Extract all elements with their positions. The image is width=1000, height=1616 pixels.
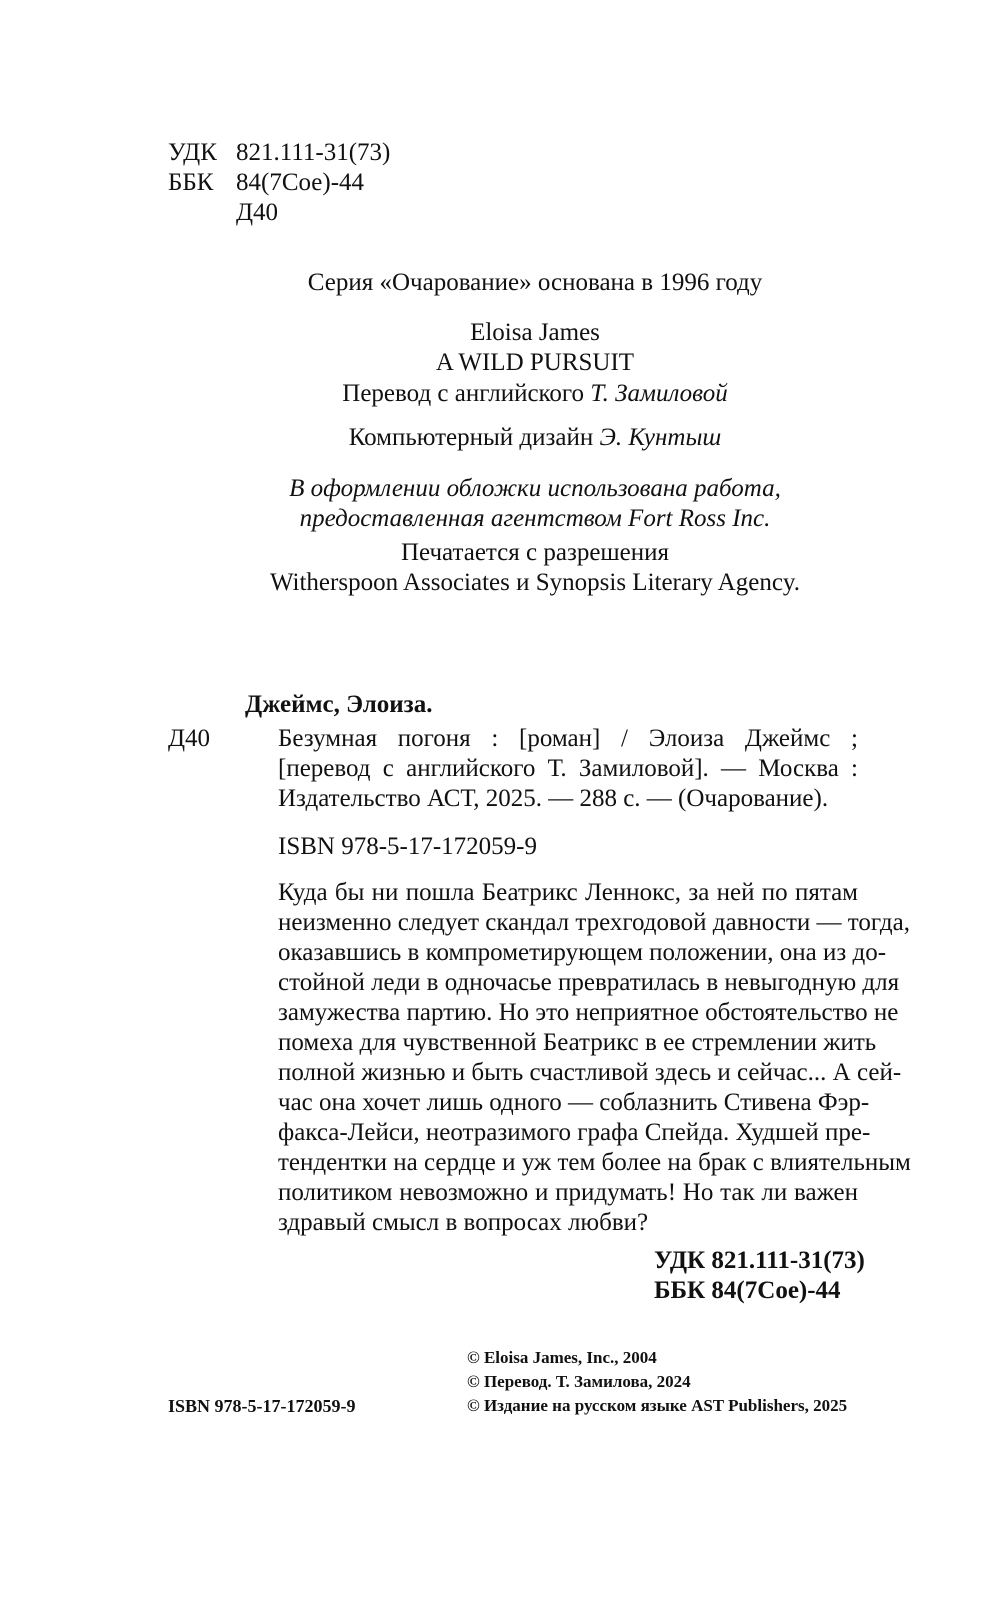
footer-codes <box>654 1246 865 1306</box>
copyright-block <box>467 1346 847 1418</box>
translator-line <box>230 379 840 409</box>
designer-line <box>230 423 840 453</box>
annotation-line: неизменно следует скандал трехгодовой давности — тогда, <box>278 909 910 936</box>
annotation-line: оказавшись в компрометирующем положении, она из до- <box>278 939 887 966</box>
original-title: A WILD PURSUIT <box>435 349 635 376</box>
permission-block <box>230 538 840 598</box>
annotation-line: тендентки на сердце и уж тем более на брак с влиятельным <box>278 1149 911 1176</box>
bbk-label: ББК <box>168 169 214 196</box>
series-line <box>230 268 840 298</box>
translation-prefix: Перевод с английского <box>342 380 585 407</box>
classification-codes <box>168 138 390 228</box>
copyright-line: © Издание на русском языке AST Publishers, 2025 <box>467 1396 848 1415</box>
annotation-line: Куда бы ни пошла Беатрикс Леннокс, за ней по пятам <box>278 879 858 906</box>
bib-line: [перевод с английского Т. Замиловой]. — Москва : <box>278 755 858 782</box>
original-author: Eloisa James <box>470 319 600 346</box>
footer-udk: УДК 821.111-31(73) <box>654 1247 865 1274</box>
annotation <box>278 878 911 1238</box>
udk-label: УДК <box>168 139 217 166</box>
annotation-line: замужества партию. Но это неприятное обстоятельство не <box>278 999 899 1026</box>
permission-line-2: Witherspoon Associates и Synopsis Literary Agency. <box>269 569 801 596</box>
footer-bbk: ББК 84(7Сое)-44 <box>654 1277 841 1304</box>
cover-credit <box>230 474 840 534</box>
copyright-line: © Перевод. Т. Замилова, 2024 <box>467 1372 691 1391</box>
bbk-value: 84(7Сое)-44 <box>236 169 365 196</box>
designer-name: Э. Кунтыш <box>599 424 722 451</box>
copyright-line: © Eloisa James, Inc., 2004 <box>467 1348 657 1367</box>
original-title-block <box>230 318 840 378</box>
bib-isbn: ISBN 978-5-17-172059-9 <box>278 833 538 860</box>
annotation-line: час она хочет лишь одного — соблазнить Стивена Фэр- <box>278 1089 870 1116</box>
annotation-line: полной жизнью и быть счастливой здесь и сейчас... А сей- <box>278 1059 902 1086</box>
bib-description <box>278 724 858 814</box>
cover-credit-line-2: предоставленная агентством Fort Ross Inc. <box>299 505 771 532</box>
translator-name: Т. Замиловой <box>590 380 728 407</box>
bib-author-heading: Джеймс, Элоиза. <box>245 691 433 718</box>
annotation-line: политиком невозможно и придумать! Но так ли важен <box>278 1179 858 1206</box>
bbk-row <box>168 168 390 198</box>
annotation-line: здравый смысл в вопросах любви? <box>278 1209 649 1236</box>
annotation-line: помеха для чувственной Беатрикс в ее стремлении жить <box>278 1029 877 1056</box>
design-prefix: Компьютерный дизайн <box>348 424 594 451</box>
isbn-bottom: ISBN 978-5-17-172059-9 <box>168 1396 356 1416</box>
bib-line: Безумная погоня : [роман] / Элоиза Джеймс ; <box>278 725 858 752</box>
udk-value: 821.111-31(73) <box>236 139 391 166</box>
cover-credit-line-1: В оформлении обложки использована работа, <box>289 475 781 502</box>
annotation-line: стойной леди в одночасье превратилась в невыгодную для <box>278 969 900 996</box>
bib-line: Издательство АСТ, 2025. — 288 с. — (Очарование). <box>278 785 829 812</box>
annotation-line: факса-Лейси, неотразимого графа Спейда. Худшей пре- <box>278 1119 871 1146</box>
bib-author-mark: Д40 <box>168 725 211 752</box>
series-text: Серия «Очарование» основана в 1996 году <box>307 269 763 296</box>
author-mark: Д40 <box>236 199 279 226</box>
permission-line-1: Печатается с разрешения <box>400 539 670 566</box>
udk-row <box>168 138 390 168</box>
